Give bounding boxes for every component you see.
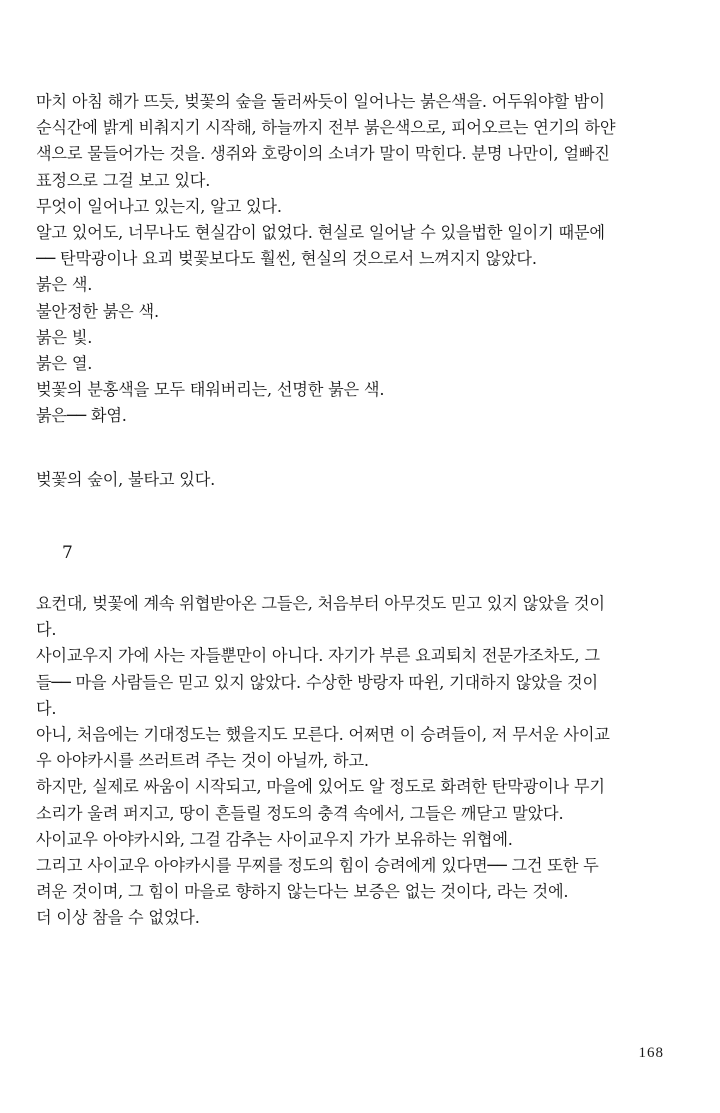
text-line: 요컨대, 벚꽃에 계속 위협받아온 그들은, 처음부터 아무것도 믿고 있지 않았을 것이	[36, 594, 605, 613]
text-line: 불안정한 붉은 색.	[36, 301, 159, 321]
text-line: 붉은 열.	[36, 354, 93, 374]
text-line: 무엇이 일어나고 있는지, 알고 있다.	[36, 196, 282, 216]
text-line: 더 이상 참을 수 없었다.	[36, 908, 200, 928]
text-line: 려운 것이며, 그 힘이 마을로 향하지 않는다는 보증은 없는 것이다, 라는 것에.	[36, 882, 569, 902]
section-number: 7	[62, 543, 73, 563]
text-line: 표정으로 그걸 보고 있다.	[36, 170, 211, 190]
text-line: ── 탄막광이나 요괴 벚꽃보다도 훨씬, 현실의 것으로서 느껴지지 않았다.	[36, 249, 537, 269]
text-line: 붉은── 화염.	[36, 406, 127, 426]
text-line: 순식간에 밝게 비춰지기 시작해, 하늘까지 전부 붉은색으로, 피어오르는 연기의 하얀	[36, 118, 616, 138]
paragraph-block-3	[36, 591, 686, 932]
paragraph-block-2	[36, 467, 686, 493]
text-line: 하지만, 실제로 싸움이 시작되고, 마을에 있어도 알 정도로 화려한 탄막광이나 무기	[36, 777, 605, 797]
text-line: 사이교우 아야카시와, 그걸 감추는 사이교우지 가가 보유하는 위협에.	[36, 829, 513, 849]
page-number: 168	[638, 1045, 664, 1061]
text-line: 색으로 물들어가는 것을. 생쥐와 호랑이의 소녀가 말이 막힌다. 분명 나만이, 얼빠진	[36, 144, 610, 164]
text-line: 사이교우지 가에 사는 자들뿐만이 아니다. 자기가 부른 요괴퇴치 전문가조차도, 그	[36, 646, 600, 666]
text-line: 그리고 사이교우 아야카시를 무찌를 정도의 힘이 승려에게 있다면── 그건 또한 두	[36, 856, 599, 876]
text-line: 아니, 처음에는 기대정도는 했을지도 모른다. 어쩌면 이 승려들이, 저 무서운 사이교	[36, 725, 610, 745]
text-line: 벚꽃의 숲이, 불타고 있다.	[36, 470, 216, 489]
text-line: 다.	[36, 620, 57, 640]
text-line: 소리가 울려 퍼지고, 땅이 흔들릴 정도의 충격 속에서, 그들은 깨닫고 말았다.	[36, 803, 564, 823]
text-line: 우 아야카시를 쓰러트려 주는 것이 아닐까, 하고.	[36, 751, 369, 771]
text-line: 알고 있어도, 너무나도 현실감이 없었다. 현실로 일어날 수 있을법한 일이기 때문에	[36, 223, 605, 243]
text-line: 붉은 빛.	[36, 327, 93, 347]
text-line: 마치 아침 해가 뜨듯, 벚꽃의 숲을 둘러싸듯이 일어나는 붉은색을. 어두워야할 밤이	[36, 92, 605, 111]
text-line: 벚꽃의 분홍색을 모두 태워버리는, 선명한 붉은 색.	[36, 380, 385, 400]
paragraph-block-1	[36, 89, 686, 430]
text-line: 붉은 색.	[36, 275, 93, 295]
text-line: 다.	[36, 698, 57, 718]
text-line: 들── 마을 사람들은 믿고 있지 않았다. 수상한 방랑자 따윈, 기대하지 않았을 것이	[36, 672, 598, 692]
